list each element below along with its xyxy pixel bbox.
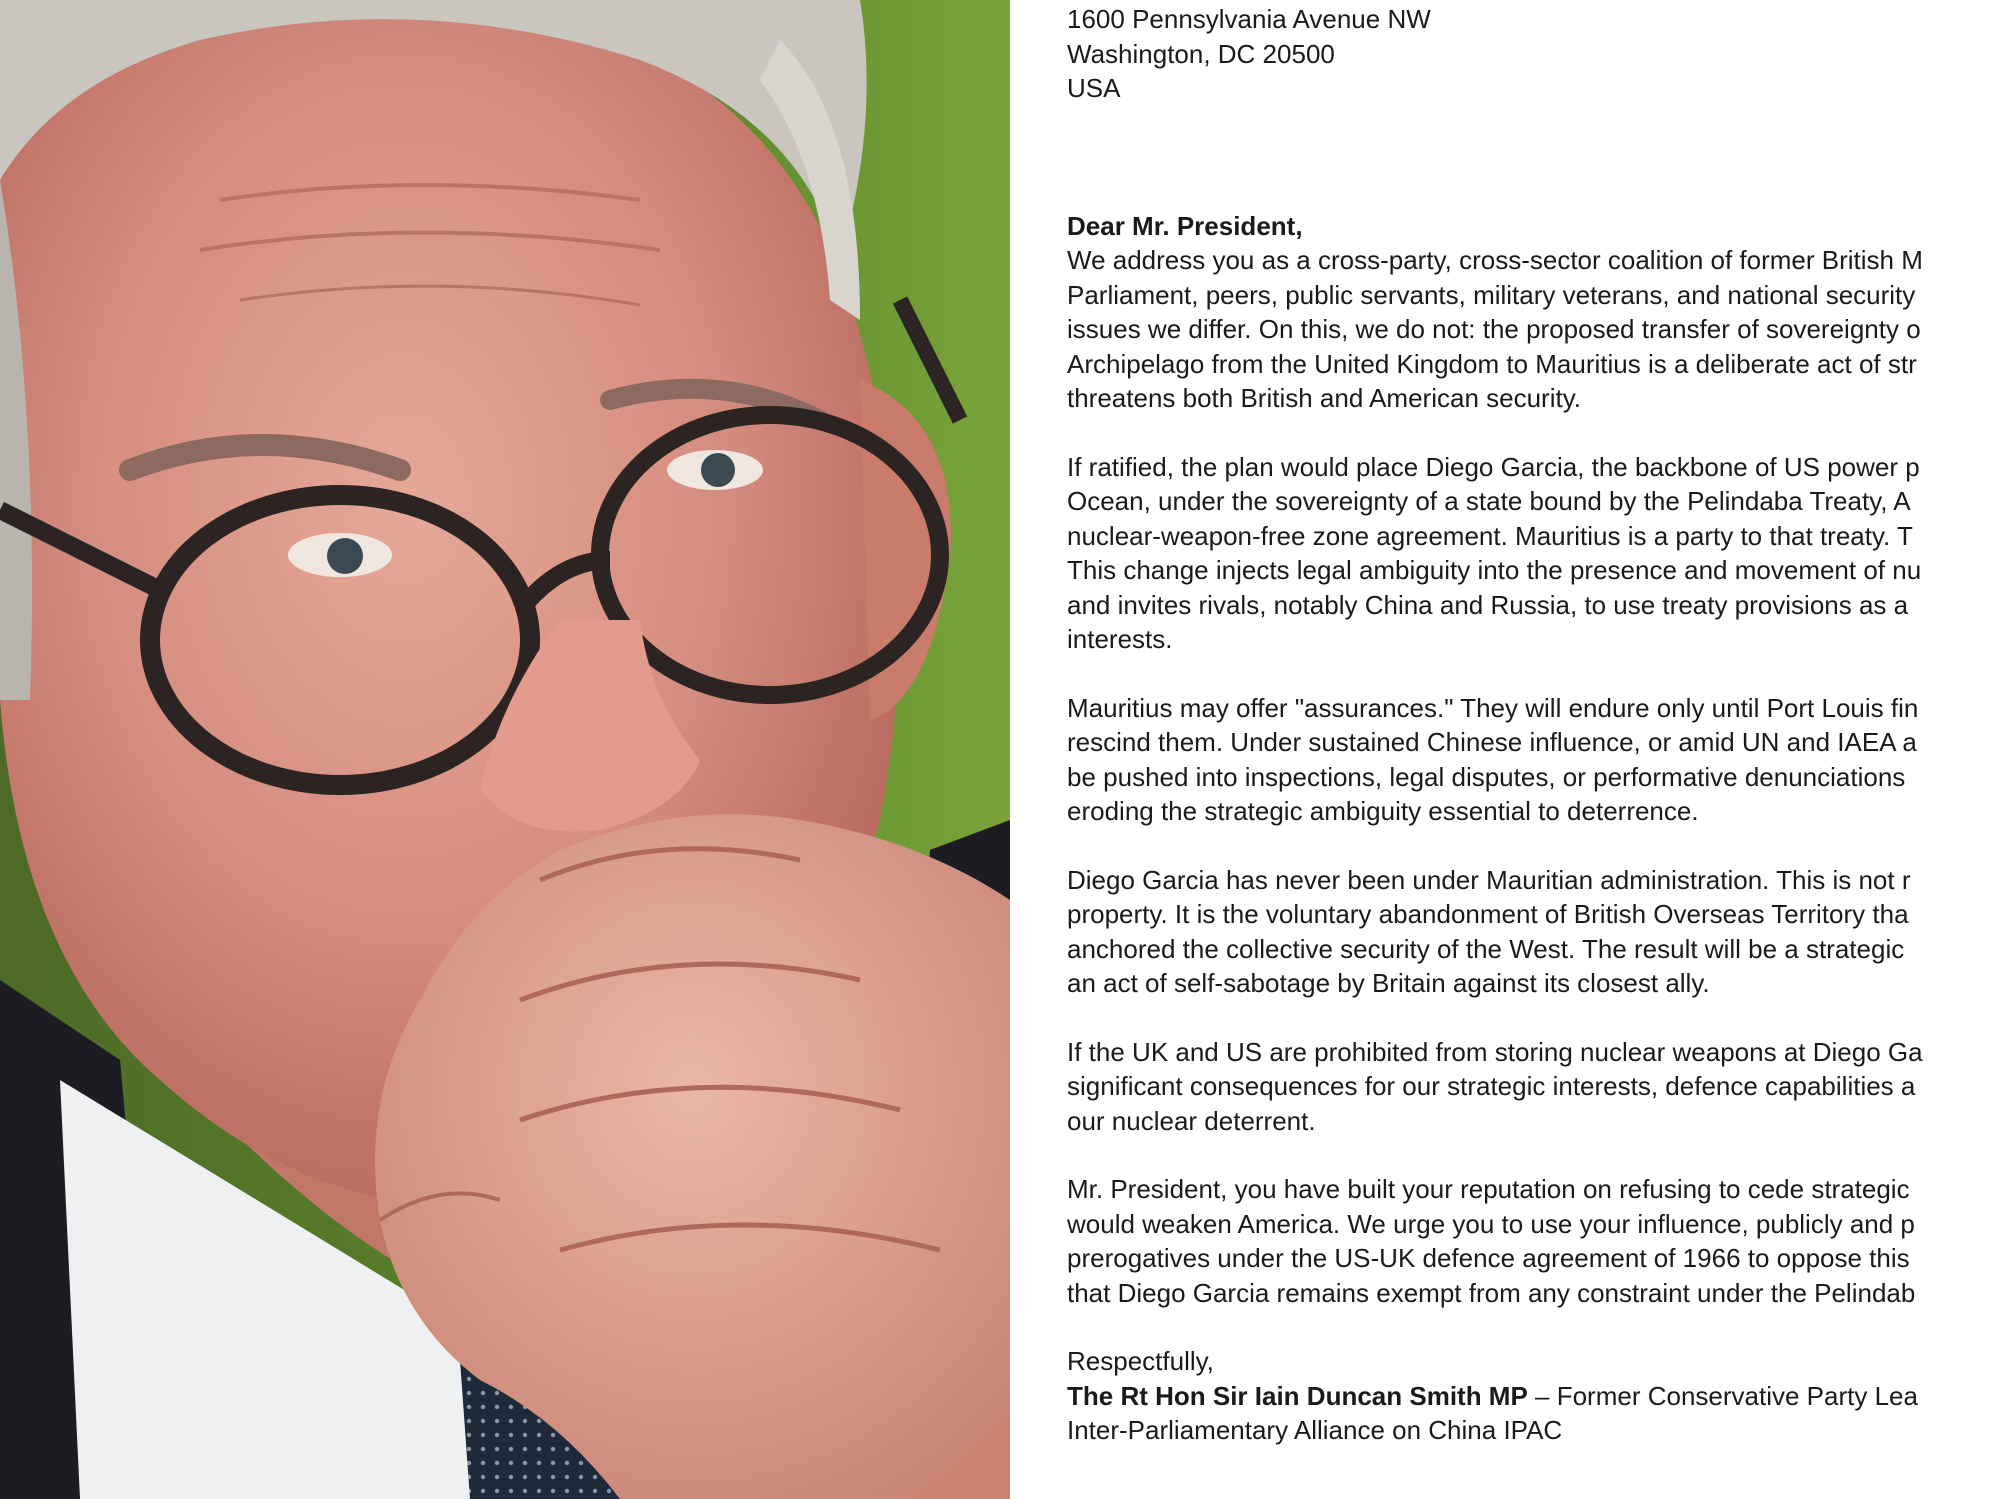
letter-document: [1016, 0, 2000, 1499]
signatory-line: [1067, 1379, 2000, 1414]
text-line: Ocean, under the sovereignty of a state bound by the Pelindaba Treaty, A: [1067, 486, 1911, 516]
text-line: rescind them. Under sustained Chinese influence, or amid UN and IAEA a: [1067, 727, 1917, 757]
text-line: eroding the strategic ambiguity essential to deterrence.: [1067, 796, 1699, 826]
address-line: 1600 Pennsylvania Avenue NW: [1067, 4, 1431, 34]
signatory-affiliation: Inter-Parliamentary Alliance on China IPAC: [1067, 1415, 1563, 1445]
text-line: an act of self-sabotage by Britain against its closest ally.: [1067, 968, 1710, 998]
paragraph-1: [1067, 243, 2000, 416]
text-line: We address you as a cross-party, cross-sector coalition of former British M: [1067, 245, 1923, 275]
signatory-title: – Former Conservative Party Lea: [1527, 1380, 1918, 1411]
recipient-address: [1067, 2, 2000, 106]
paragraph-2: [1067, 450, 2000, 657]
text-line: prerogatives under the US-UK defence agreement of 1966 to oppose this: [1067, 1243, 1910, 1273]
text-line: This change injects legal ambiguity into the presence and movement of nu: [1067, 555, 1922, 585]
address-line: USA: [1067, 73, 1121, 103]
paragraph-4: [1067, 863, 2000, 1001]
text-line: our nuclear deterrent.: [1067, 1105, 1316, 1136]
text-line: significant consequences for our strategic interests, defence capabilities a: [1067, 1071, 1916, 1101]
text-line: Archipelago from the United Kingdom to Mauritius is a deliberate act of str: [1067, 348, 1917, 379]
text-line: that Diego Garcia remains exempt from any constraint under the Pelindab: [1067, 1277, 1916, 1308]
text-line: interests.: [1067, 624, 1173, 654]
paragraph-5: [1067, 1035, 2000, 1139]
letter-body: [1067, 2, 2000, 1448]
text-line: Mr. President, you have built your reputation on refusing to cede strategic: [1067, 1174, 1910, 1204]
text-line: nuclear-weapon-free zone agreement. Mauritius is a party to that treaty. T: [1067, 520, 1913, 551]
text-line: Diego Garcia has never been under Mauritian administration. This is not r: [1067, 864, 1911, 895]
address-line: Washington, DC 20500: [1067, 38, 1335, 69]
paragraph-3: [1067, 691, 2000, 829]
text-line: and invites rivals, notably China and Russia, to use treaty provisions as a: [1067, 589, 1909, 620]
text-line: issues we differ. On this, we do not: the proposed transfer of sovereignty o: [1067, 314, 1921, 344]
closing: Respectfully,: [1067, 1346, 1214, 1376]
text-line: Mauritius may offer "assurances." They will endure only until Port Louis fin: [1067, 692, 1919, 723]
text-line: property. It is the voluntary abandonment of British Overseas Territory tha: [1067, 899, 1909, 929]
text-line: anchored the collective security of the West. The result will be a strategic: [1067, 933, 1905, 964]
text-line: would weaken America. We urge you to use your influence, publicly and p: [1067, 1208, 1915, 1239]
text-line: threatens both British and American security.: [1067, 383, 1581, 413]
signatory-name: The Rt Hon Sir Iain Duncan Smith MP: [1067, 1380, 1528, 1411]
salutation: Dear Mr. President,: [1067, 210, 1303, 241]
text-line: If ratified, the plan would place Diego Garcia, the backbone of US power p: [1067, 451, 1920, 482]
text-line: be pushed into inspections, legal disputes, or performative denunciations: [1067, 761, 1906, 792]
text-line: If the UK and US are prohibited from storing nuclear weapons at Diego Ga: [1067, 1036, 1923, 1067]
paragraph-6: [1067, 1172, 2000, 1310]
text-line: Parliament, peers, public servants, military veterans, and national security: [1067, 279, 1916, 310]
